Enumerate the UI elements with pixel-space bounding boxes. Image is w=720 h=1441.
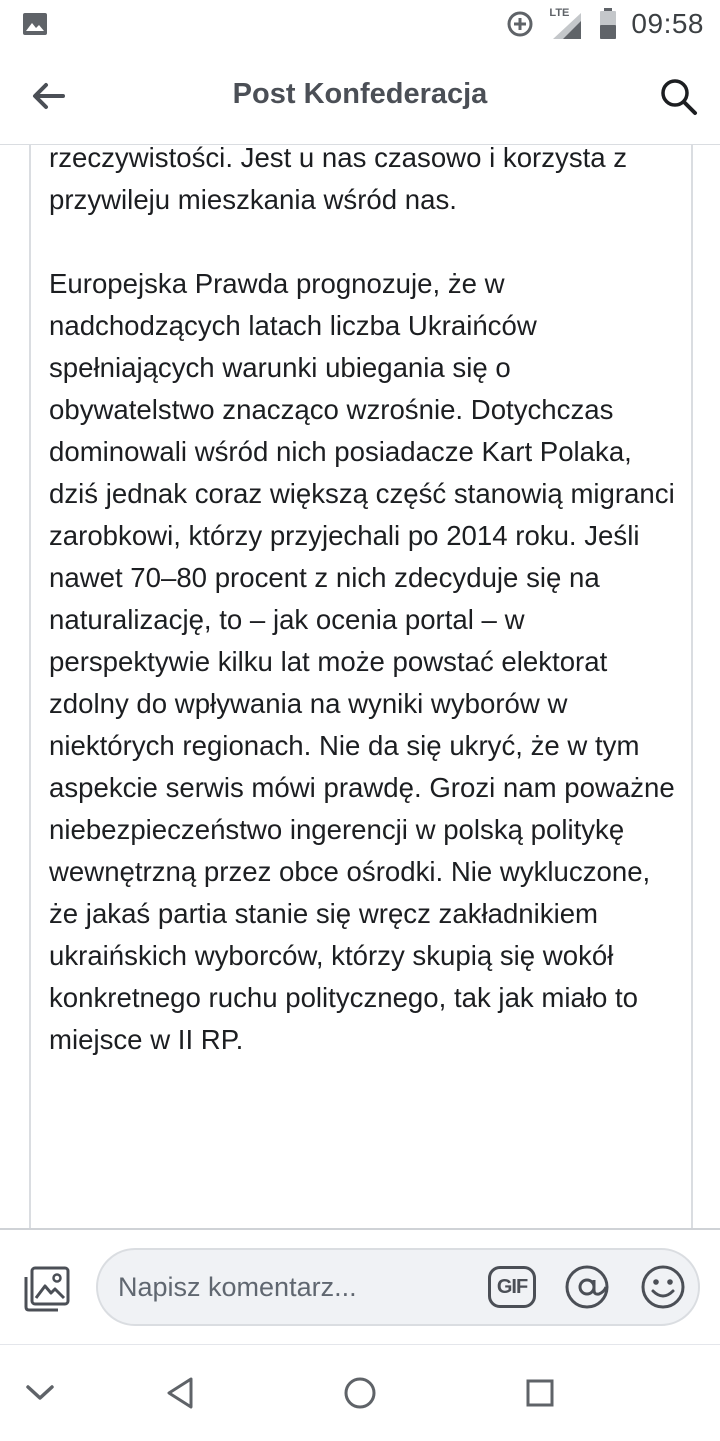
nav-back-button[interactable] [158,1371,202,1415]
square-recents-icon [524,1377,556,1409]
signal-icon [549,7,585,41]
app-bar [0,48,720,145]
emoji-icon[interactable] [640,1264,686,1310]
circle-home-icon [342,1375,378,1411]
post-body [49,145,681,1061]
post-paragraph: rzeczywistości. Jest u nas czasowo i korzysta z przywileju mieszkania wśród nas. [49,145,628,215]
battery-icon [599,8,617,40]
gif-button[interactable] [488,1266,536,1308]
triangle-back-icon [165,1376,195,1410]
clock: 09:58 [631,8,704,39]
page-title: Post Konfederacja [232,78,488,110]
mention-icon[interactable] [564,1264,610,1310]
gif-label: GIF [496,1275,528,1298]
post-card [29,145,693,1228]
post-paragraph: Europejska Prawda prognozuje, że w nadchodzących latach liczba Ukraińców spełniających warunki ubiegania się o obywatelstwo znacząco wzrośnie. Dotychczas dominowali wśród nich posiadacze Kart Polaka, dziś jednak coraz większą część stanowią migranci zarobkowi, którzy przyjechali po 2014 roku. Jeśli nawet 70–80 procent z nich zdecyduje się na naturalizację, to – jak ocenia portal – w perspektywie kilku lat może powstać elektorat zdolny do wpływania na wyniki wyborów w niektórych regionach. Nie da się ukryć, że w tym aspekcie serwis mówi prawdę. Grozi nam poważne niebezpieczeństwo ingerencji w polską politykę wewnętrzną przez obce ośrodki. Nie wykluczone, że jakaś partia stanie się wręcz zakładnikiem ukraińskich wyborców, którzy skupią się wokół konkretnego ruchu politycznego, tak jak miało to miejsce w II RP. [49,268,675,1055]
search-icon [660,78,698,116]
comment-box [96,1248,700,1326]
system-nav-bar [0,1344,720,1441]
network-type-label: LTE [549,7,570,19]
post-scroll-area[interactable] [0,145,720,1228]
photo-attach-icon[interactable] [22,1265,72,1313]
signal-indicator [549,7,585,41]
hide-keyboard-button[interactable] [18,1371,62,1415]
gallery-notification-icon [22,11,48,37]
status-bar [0,0,720,48]
nav-home-button[interactable] [338,1371,382,1415]
nav-recents-button[interactable] [518,1371,562,1415]
chevron-down-icon [25,1383,55,1403]
data-saver-icon [505,9,535,39]
search-button[interactable] [656,74,702,120]
comment-bar [0,1228,720,1346]
comment-input[interactable] [118,1250,478,1324]
status-icons [505,0,704,48]
